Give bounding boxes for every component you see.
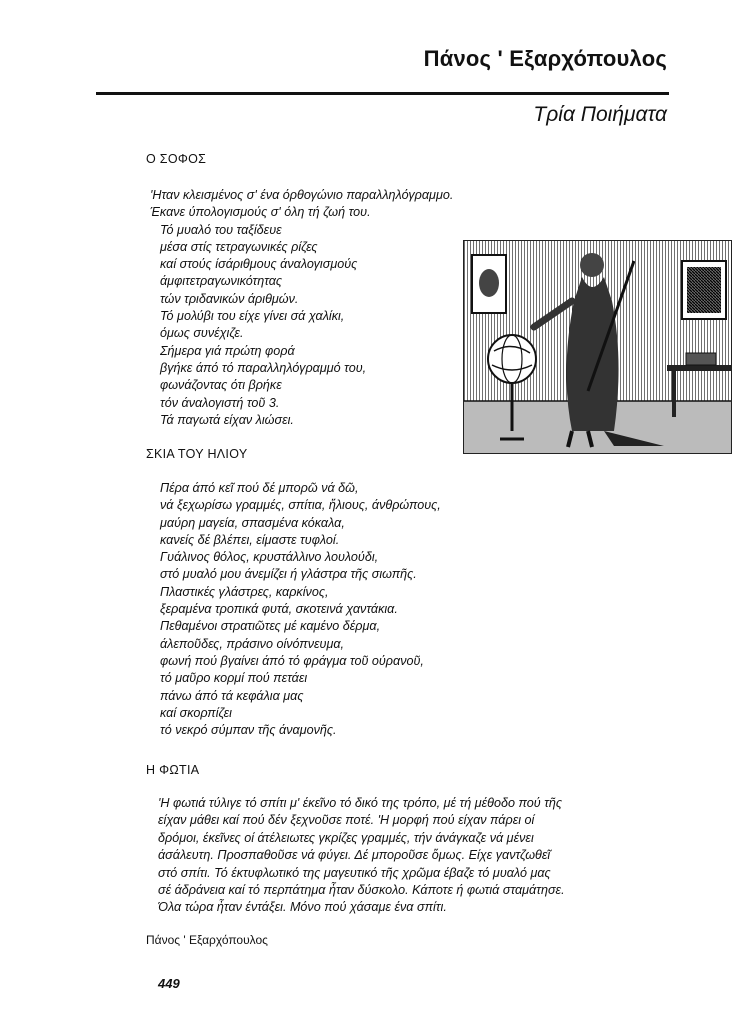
prose-line: άσάλευτη. Προσπαθοῦσε νά φύγει. Δέ μποροῦσε ὅμως. Είχε γαντζωθεῖ (158, 848, 551, 863)
poem-line: καί στούς ίσάριθμους άναλογισμούς (160, 257, 358, 272)
poem-body-skia (160, 480, 441, 739)
poem-line: μέσα στίς τετραγωνικές ρίζες (160, 239, 318, 254)
poem-line: Τό μολύβι του είχε γίνει σά χαλίκι, (160, 309, 345, 324)
poem-line: τό νεκρό σύμπαν τῆς άναμονῆς. (160, 723, 337, 738)
prose-line: δρόμοι, έκεῖνες οί άτέλειωτες γκρίζες γραμμές, τήν άνάγκαζε νά μένει (158, 830, 534, 845)
poem-line: Έκανε ύπολογισμούς σ' όλη τή ζωή του. (150, 205, 371, 220)
poem-line: άμφιτετραγωνικότητας (160, 274, 283, 289)
poem-line: Πέρα άπό κεῖ πού δέ μπορῶ νά δῶ, (160, 481, 359, 495)
poem-body-fotia (158, 795, 658, 917)
author-header: Πάνος ' Εξαρχόπουλος (423, 46, 667, 71)
poem-body-sofos (150, 187, 453, 429)
prose-line: Όλα τώρα ἦταν έντάξει. Μόνο πού χάσαμε ένα σπίτι. (158, 900, 447, 915)
poem-line: κανείς δέ βλέπει, είμαστε τυφλοί. (160, 532, 340, 547)
author-signature: Πάνος ' Εξαρχόπουλος (146, 933, 268, 947)
poem-line: Τά παγωτά είχαν λιώσει. (160, 412, 294, 427)
scholar-engraving-drawing (464, 241, 731, 453)
prose-line: 'Η φωτιά τύλιγε τό σπίτι μ' έκεῖνο τό δικό της τρόπο, μέ τή μέθοδο πού τῆς (158, 796, 563, 810)
poem-line: τόν άναλογιστή τοῦ 3. (160, 395, 280, 410)
poem-line: βγήκε άπό τό παραλληλόγραμμό του, (160, 360, 367, 375)
scholar-engraving (463, 240, 732, 454)
poem-line: όμως συνέχιζε. (160, 326, 244, 341)
page-number: 449 (158, 976, 180, 991)
collection-subtitle: Τρία Ποιήματα (533, 103, 667, 126)
prose-line: σέ άδράνεια καί τό περπάτημα ἦταν δύσκολο. Κάποτε ή φωτιά σταμάτησε. (158, 883, 565, 898)
poem-line: φωνή πού βγαίνει άπό τό φράγμα τοῦ ούρανοῦ, (160, 653, 424, 668)
poem-line: μαύρη μαγεία, σπασμένα κόκαλα, (160, 515, 345, 530)
prose-line: στό σπίτι. Τό έκτυφλωτικό της μαγευτικό τῆς χρῶμα έβαζε τό μυαλό μας (158, 865, 551, 880)
poem-line: Γυάλινος θόλος, κρυστάλλινο λουλούδι, (160, 550, 379, 565)
poem-line: νά ξεχωρίσω γραμμές, σπίτια, ἥλιους, άνθρώπους, (160, 498, 441, 513)
poem-line: ξεραμένα τροπικά φυτά, σκοτεινά χαντάκια. (160, 602, 398, 617)
poem-line: άλεποῦδες, πράσινο οίνόπνευμα, (160, 636, 345, 651)
poem-title-skia: ΣΚΙΑ ΤΟΥ ΗΛΙΟΥ (146, 447, 248, 461)
poem-title-sofos: Ο ΣΟΦΟΣ (146, 152, 207, 166)
poem-line: Σήμερα γιά πρώτη φορά (160, 343, 295, 358)
prose-line: είχαν μάθει καί πού δέν ξεχνοῦσε ποτέ. 'Η μορφή πού είχαν πάρει οί (158, 813, 535, 828)
poem-line: 'Ηταν κλεισμένος σ' ένα όρθογώνιο παραλληλόγραμμο. (150, 188, 454, 202)
header-rule (96, 92, 669, 95)
poem-line: στό μυαλό μου άνεμίζει ή γλάστρα τῆς σιωπῆς. (160, 567, 417, 582)
poem-line: Πλαστικές γλάστρες, καρκίνος, (160, 584, 329, 599)
poem-line: πάνω άπό τά κεφάλια μας (160, 688, 304, 703)
poem-line: Τό μυαλό του ταξίδευε (160, 222, 282, 237)
poem-line: καί σκορπίζει (160, 705, 232, 720)
poem-line: Πεθαμένοι στρατιῶτες μέ καμένο δέρμα, (160, 619, 381, 634)
poem-title-fotia: Η ΦΩΤΙΑ (146, 763, 200, 777)
poem-line: τό μαῦρο κορμί πού πετάει (160, 671, 308, 686)
poem-line: τών τριδανικών άριθμών. (160, 291, 299, 306)
poem-line: φωνάζοντας ότι βρήκε (160, 378, 282, 393)
